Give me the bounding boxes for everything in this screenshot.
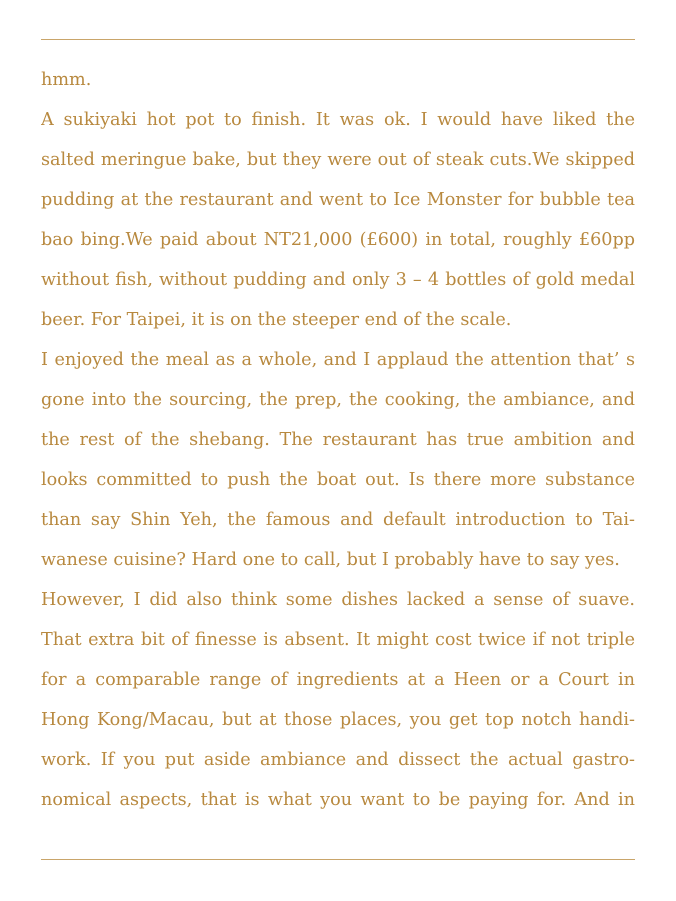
top-divider <box>41 39 635 40</box>
text-line: for a comparable range of ingredients at a Heen or a Court in <box>41 670 635 690</box>
text-line: looks committed to push the boat out. Is there more substance <box>41 470 635 490</box>
text-line: gone into the sourcing, the prep, the cooking, the ambiance, and <box>41 390 635 410</box>
text-line: However, I did also think some dishes lacked a sense of suave. <box>41 590 635 610</box>
text-line: That extra bit of finesse is absent. It might cost twice if not triple <box>41 630 635 650</box>
text-line: nomical aspects, that is what you want to be paying for. And in <box>41 790 635 810</box>
text-line: hmm. <box>41 70 92 90</box>
text-line: salted meringue bake, but they were out of steak cuts.We skipped <box>41 150 635 170</box>
text-line: A sukiyaki hot pot to finish. It was ok. I would have liked the <box>41 110 635 130</box>
text-line: work. If you put aside ambiance and dissect the actual gastro- <box>41 750 635 770</box>
text-line: pudding at the restaurant and went to Ice Monster for bubble tea <box>41 190 635 210</box>
text-line: I enjoyed the meal as a whole, and I applaud the attention that’ s <box>41 350 635 370</box>
text-line: bao bing.We paid about NT21,000 (£600) in total, roughly £60pp <box>41 230 635 250</box>
text-line: Hong Kong/Macau, but at those places, you get top notch handi- <box>41 710 635 730</box>
text-line: wanese cuisine? Hard one to call, but I probably have to say yes. <box>41 550 620 570</box>
text-line: than say Shin Yeh, the famous and default introduction to Tai- <box>41 510 635 530</box>
text-line: beer. For Taipei, it is on the steeper end of the scale. <box>41 310 512 330</box>
text-line: without fish, without pudding and only 3 – 4 bottles of gold medal <box>41 270 635 290</box>
text-line: the rest of the shebang. The restaurant has true ambition and <box>41 430 635 450</box>
bottom-divider <box>41 859 635 860</box>
article-body <box>41 60 635 820</box>
